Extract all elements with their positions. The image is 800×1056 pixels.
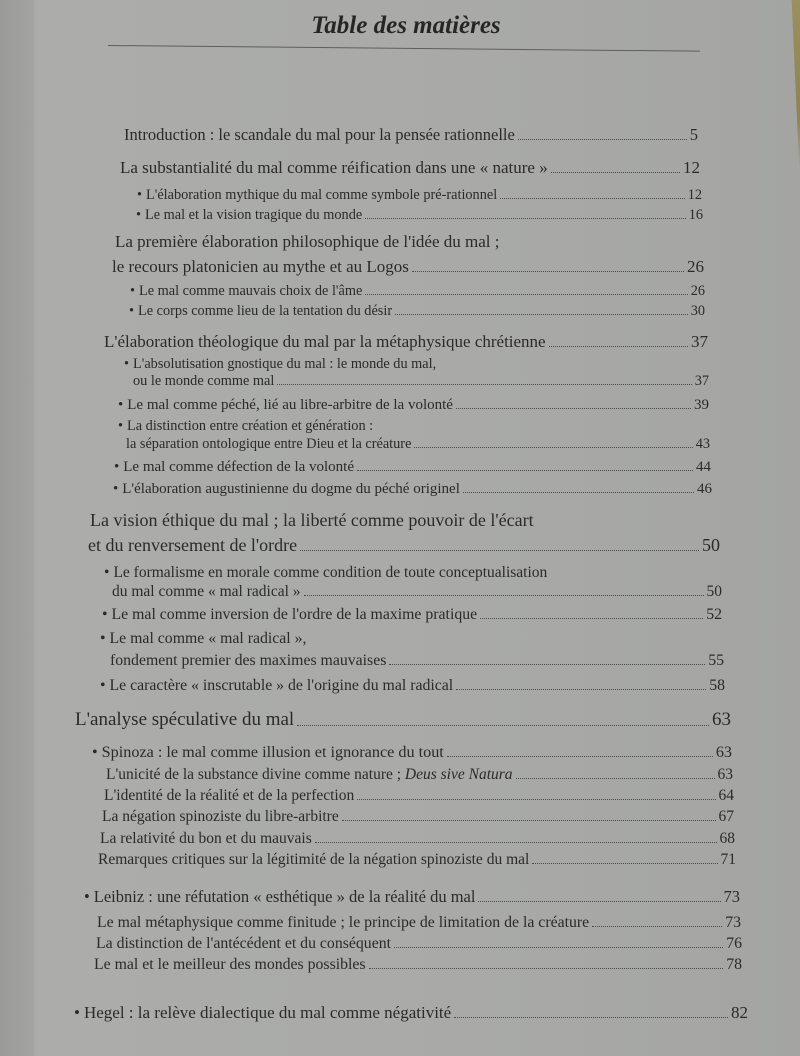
dot-leader — [412, 271, 684, 272]
toc-entry-mal-radical-line1[interactable] — [100, 630, 722, 648]
entry-title: Le mal métaphysique comme finitude ; le principe de limitation de la créature — [97, 914, 590, 931]
dot-leader — [342, 820, 716, 821]
dot-leader — [389, 664, 705, 665]
entry-title: • Hegel : la relève dialectique du mal comme négativité — [83, 1003, 452, 1022]
toc-entry-analyse-speculative[interactable] — [75, 709, 731, 731]
entry-title: • L'élaboration augustinienne du dogme du péché originel — [122, 481, 460, 497]
entry-title: • L'élaboration mythique du mal comme symbole pré-rationnel — [146, 187, 498, 203]
entry-title: L'identité de la réalité et de la perfection — [104, 787, 355, 804]
entry-title: • Le mal comme inversion de l'ordre de la maxime pratique — [111, 606, 478, 623]
dot-leader — [549, 346, 688, 347]
toc-entry-meilleur-mondes[interactable] — [94, 956, 742, 974]
entry-title: La substantialité du mal comme réification dans une « nature » — [120, 158, 548, 177]
toc-entry-absolutisation-gnostique[interactable] — [133, 373, 709, 390]
toc-entry-relativite-bon[interactable] — [100, 830, 735, 848]
dot-leader — [414, 447, 692, 448]
page-number: 50 — [706, 583, 722, 600]
page-number: 63 — [717, 766, 733, 783]
toc-entry-vision-ethique-line1[interactable] — [90, 510, 720, 531]
toc-entry-substantialite[interactable] — [120, 158, 700, 178]
dot-leader — [516, 778, 715, 779]
entry-title: • Spinoza : le mal comme illusion et ignorance du tout — [101, 743, 444, 761]
entry-title: Introduction : le scandale du mal pour la pensée rationnelle — [124, 125, 515, 144]
dot-leader — [480, 618, 703, 619]
entry-title-main: L'unicité de la substance divine comme nature ; — [106, 766, 405, 783]
entry-title: • Le mal comme mauvais choix de l'âme — [139, 283, 363, 299]
toc-entry-mal-metaphysique[interactable] — [97, 914, 741, 932]
entry-title: La vision éthique du mal ; la liberté comme pouvoir de l'écart — [90, 510, 534, 530]
page-number: 44 — [696, 459, 711, 475]
page-number: 16 — [688, 207, 703, 223]
toc-entry-antecedent-consequent[interactable] — [96, 935, 742, 953]
entry-title: • Le mal comme défection de la volonté — [123, 459, 355, 475]
toc-entry-identite-realite[interactable] — [104, 787, 734, 805]
toc-entry-vision-ethique[interactable] — [88, 535, 720, 556]
toc-entry-premiere-elaboration-line1[interactable] — [115, 232, 705, 252]
dot-leader — [315, 842, 717, 843]
dot-leader — [357, 470, 693, 471]
toc-entry-leibniz[interactable] — [84, 887, 740, 907]
entry-title: La négation spinoziste du libre-arbitre — [102, 808, 339, 825]
dot-leader — [365, 218, 686, 219]
dot-leader — [478, 901, 720, 902]
entry-title: et du renversement de l'ordre — [88, 535, 298, 555]
dot-leader — [357, 799, 715, 800]
toc-entry-elaboration-theologique[interactable] — [104, 332, 708, 352]
toc-entry-peche-originel[interactable] — [113, 481, 712, 498]
toc-entry-hegel[interactable] — [74, 1003, 748, 1023]
toc-entry-remarques-critiques[interactable] — [98, 851, 736, 869]
entry-title: • Le mal comme péché, lié au libre-arbitre de la volonté — [127, 397, 453, 413]
page-number: 58 — [709, 677, 725, 694]
toc-entry-defection-volonte[interactable] — [114, 459, 711, 476]
entry-title: • Le corps comme lieu de la tentation du désir — [138, 303, 393, 319]
entry-title: du mal comme « mal radical » — [112, 583, 301, 600]
page-number: 82 — [731, 1003, 748, 1022]
page-number: 71 — [720, 851, 736, 868]
page-number: 30 — [690, 303, 705, 319]
dot-leader — [454, 1017, 728, 1018]
toc-entry-premiere-elaboration[interactable] — [112, 257, 704, 277]
entry-title: • La distinction entre création et génération : — [127, 418, 374, 434]
toc-entry-elaboration-mythique[interactable] — [137, 187, 702, 204]
dot-leader — [463, 492, 694, 493]
dot-leader — [447, 756, 713, 757]
entry-title: fondement premier des maximes mauvaises — [110, 652, 387, 669]
dot-leader — [369, 968, 724, 969]
page-number: 52 — [706, 606, 722, 623]
dot-leader — [532, 863, 717, 864]
page-number: 26 — [690, 283, 705, 299]
page-number: 63 — [712, 709, 731, 730]
dot-leader — [395, 314, 688, 315]
entry-title: Remarques critiques sur la légitimité de la négation spinoziste du mal — [98, 851, 530, 868]
dot-leader — [456, 408, 691, 409]
toc-entry-negation-libre-arbitre[interactable] — [102, 808, 734, 826]
entry-title: • Le mal et la vision tragique du monde — [145, 207, 363, 223]
page-number: 12 — [687, 187, 702, 203]
page-number: 12 — [683, 158, 700, 177]
toc-entry-inscrutable[interactable] — [100, 677, 725, 695]
dot-leader — [456, 689, 706, 690]
page-number: 37 — [691, 332, 708, 351]
page-number: 63 — [715, 743, 732, 761]
toc-entry-creation-generation-line1[interactable] — [118, 418, 709, 435]
page-number: 46 — [697, 481, 712, 497]
entry-title: • Le mal comme « mal radical », — [109, 630, 307, 647]
entry-title: Le mal et le meilleur des mondes possibles — [94, 956, 366, 973]
dot-leader — [365, 294, 687, 295]
page-number: 67 — [718, 808, 734, 825]
page-number: 55 — [708, 652, 724, 669]
page-number: 39 — [694, 397, 709, 413]
dot-leader — [304, 595, 704, 596]
entry-title: • L'absolutisation gnostique du mal : le monde du mal, — [133, 356, 437, 372]
page-number: 64 — [718, 787, 734, 804]
page-number: 43 — [695, 436, 710, 452]
entry-title — [106, 766, 513, 784]
toc-entry-creation-generation[interactable] — [126, 436, 710, 453]
page-gutter-shadow — [0, 0, 34, 1056]
toc-entry-intro[interactable] — [124, 125, 698, 145]
dot-leader — [394, 947, 723, 948]
page-title: Table des matières — [311, 12, 501, 39]
entry-title-italic: Deus sive Natura — [404, 766, 513, 783]
entry-title: ou le monde comme mal — [133, 373, 275, 389]
toc-entry-corps-tentation[interactable] — [129, 303, 705, 320]
toc-entry-spinoza[interactable] — [92, 743, 732, 762]
toc-entry-inversion-ordre[interactable] — [102, 606, 722, 624]
entry-title: La distinction de l'antécédent et du conséquent — [96, 935, 391, 952]
entry-title: • Le formalisme en morale comme condition de toute conceptualisation — [113, 564, 548, 581]
dot-leader — [297, 725, 709, 726]
entry-title: le recours platonicien au mythe et au Logos — [112, 257, 409, 276]
page-number: 5 — [689, 125, 698, 144]
dot-leader — [300, 550, 699, 551]
toc-entry-vision-tragique[interactable] — [136, 207, 703, 224]
dot-leader — [500, 198, 685, 199]
entry-title: La relativité du bon et du mauvais — [100, 830, 312, 847]
entry-title: • Le caractère « inscrutable » de l'origine du mal radical — [109, 677, 454, 694]
entry-title: • Leibniz : une réfutation « esthétique » de la réalité du mal — [93, 887, 476, 906]
dot-leader — [277, 384, 691, 385]
toc-entry-mauvais-choix[interactable] — [130, 283, 705, 300]
entry-title: La première élaboration philosophique de l'idée du mal ; — [115, 232, 500, 251]
entry-title: la séparation ontologique entre Dieu et la créature — [126, 436, 412, 452]
page-number: 73 — [723, 887, 740, 906]
toc-entry-formalisme-morale[interactable] — [112, 583, 722, 601]
toc-entry-absolutisation-gnostique-line1[interactable] — [124, 356, 704, 373]
entry-title: L'élaboration théologique du mal par la métaphysique chrétienne — [104, 332, 546, 351]
dot-leader — [518, 139, 687, 140]
page-number: 76 — [726, 935, 742, 952]
dot-leader — [551, 172, 680, 173]
page-number: 68 — [719, 830, 735, 847]
page-number: 50 — [702, 535, 720, 555]
page-number: 73 — [725, 914, 741, 931]
entry-title: L'analyse spéculative du mal — [75, 709, 295, 730]
toc-entry-unicite-substance[interactable] — [106, 766, 733, 784]
toc-entry-mal-peche[interactable] — [118, 397, 709, 414]
dot-leader — [592, 926, 722, 927]
toc-entry-formalisme-morale-line1[interactable] — [104, 564, 720, 582]
toc-entry-mal-radical[interactable] — [110, 652, 724, 670]
page-number: 26 — [687, 257, 704, 276]
page-number: 37 — [694, 373, 709, 389]
page-number: 78 — [726, 956, 742, 973]
